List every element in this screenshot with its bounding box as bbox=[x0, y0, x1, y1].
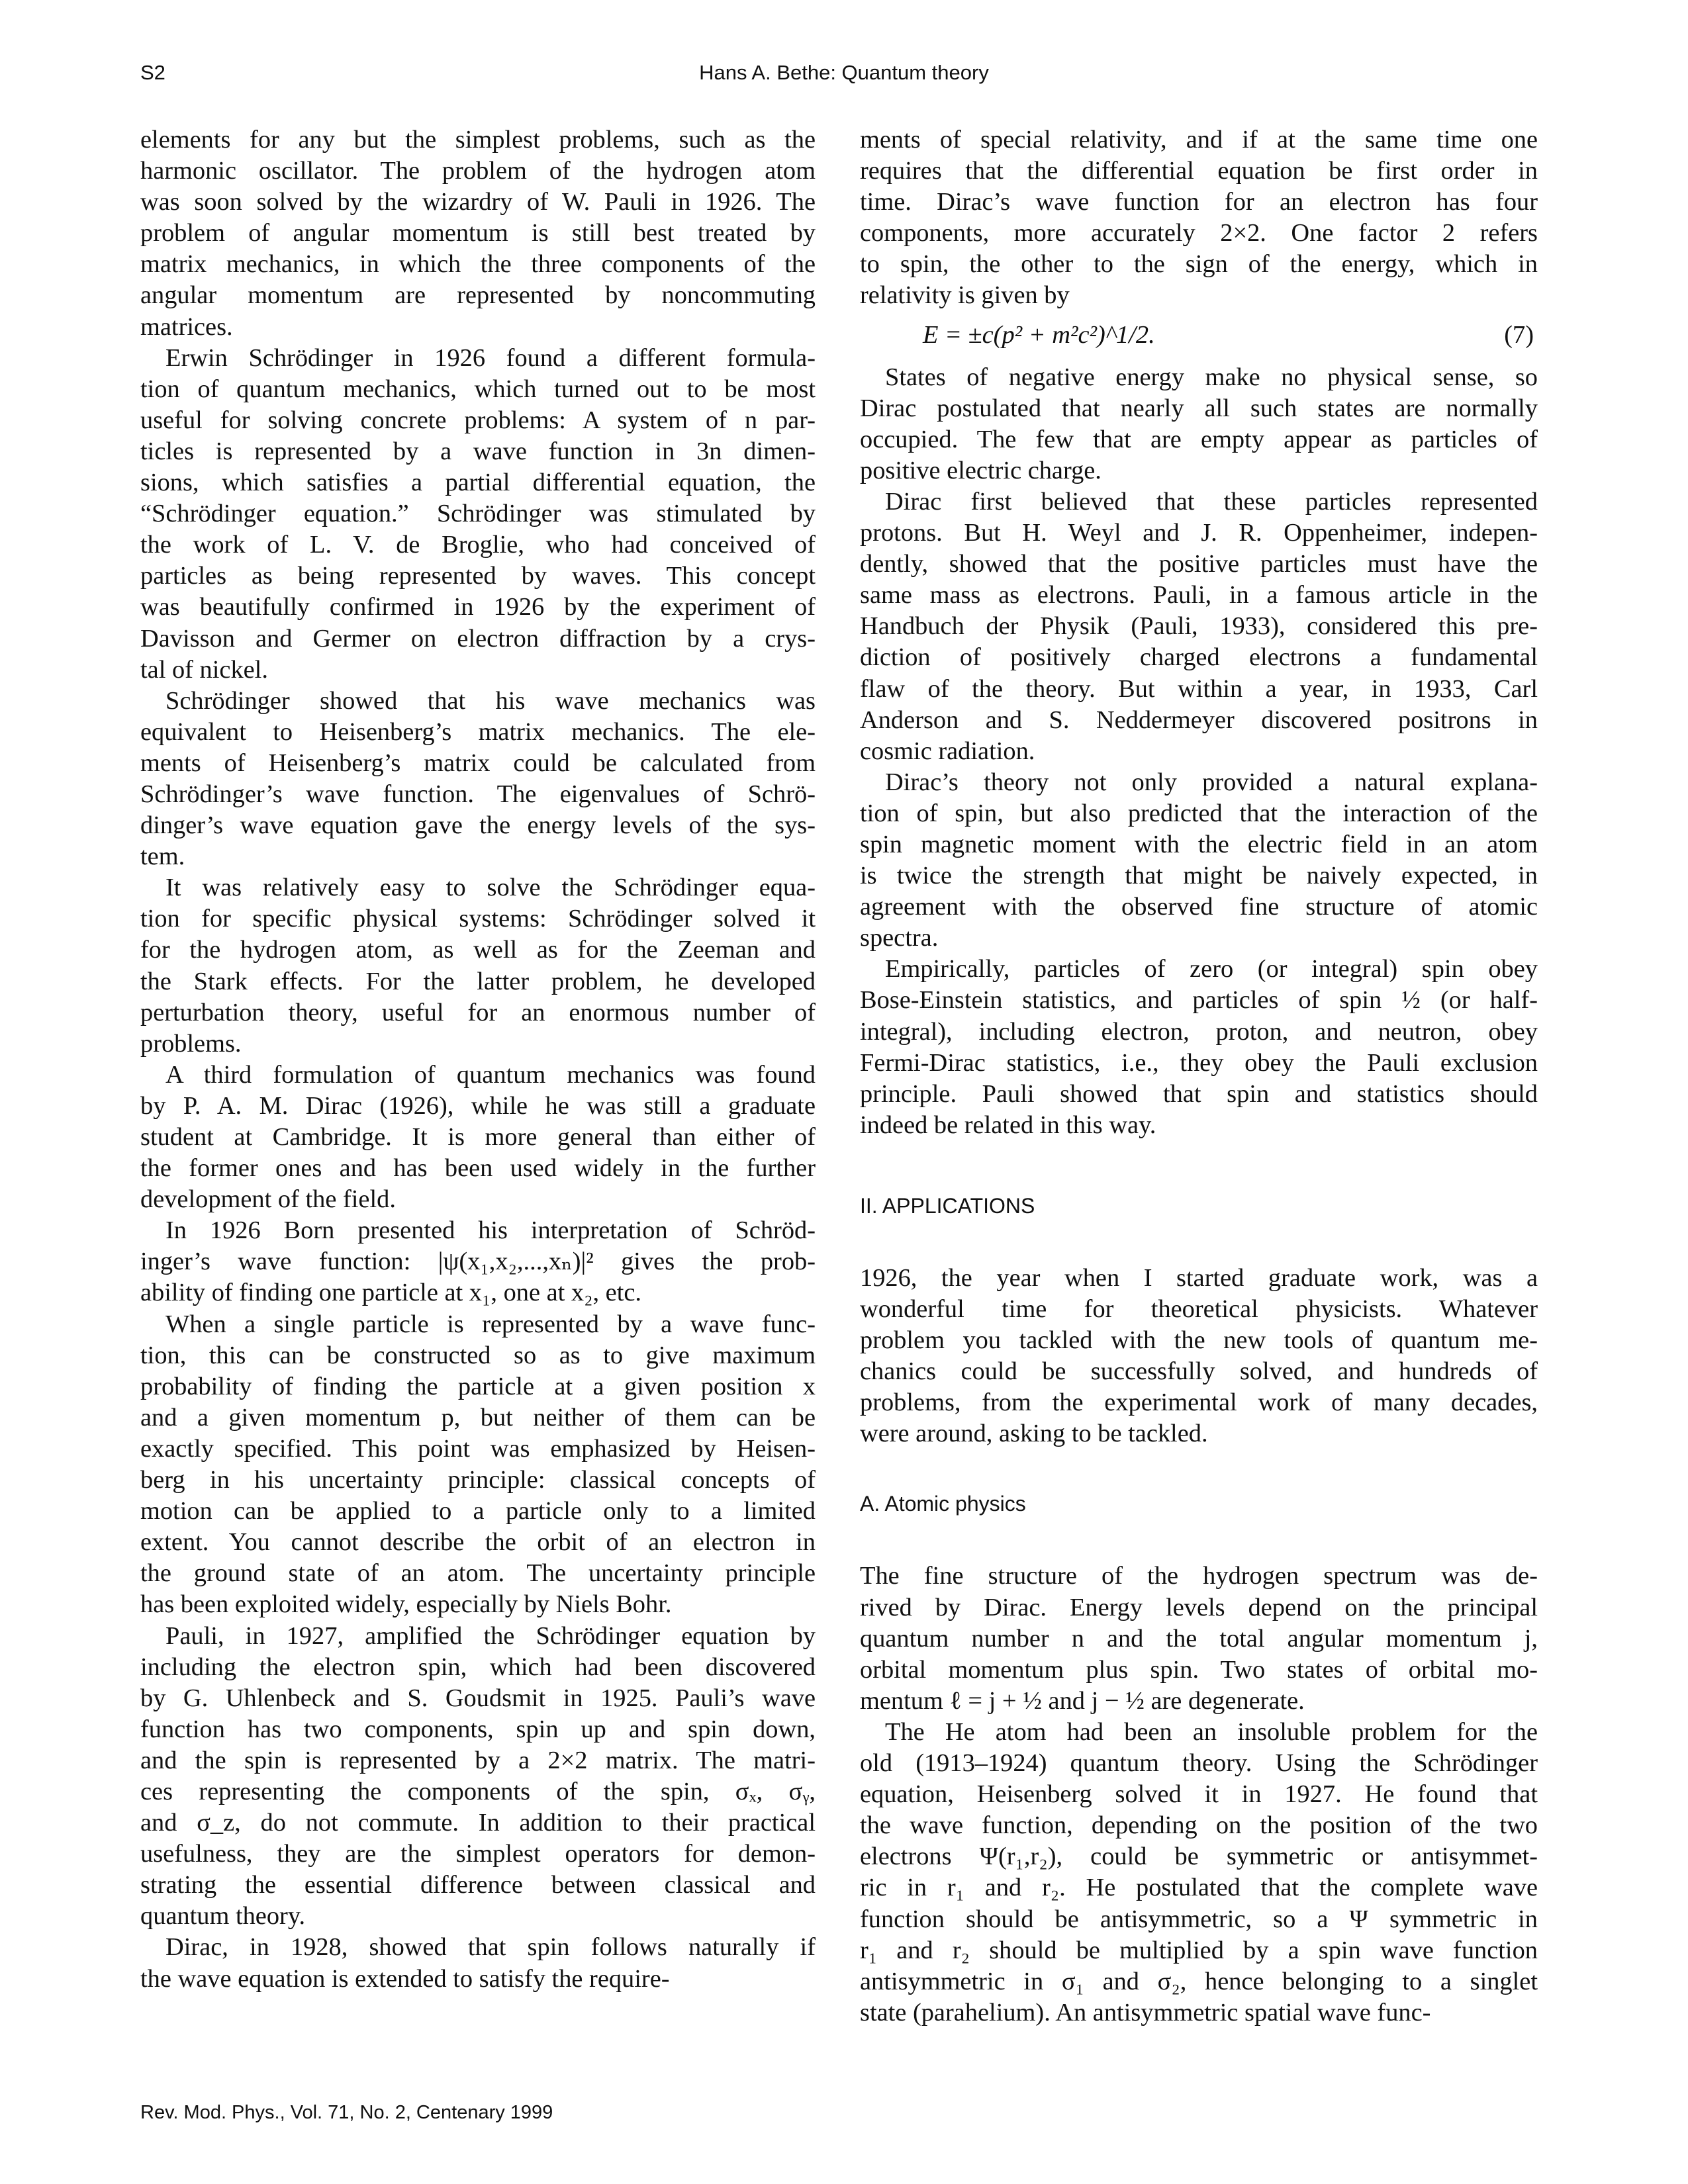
text-line: to spin, the other to the sign of the energy, which in bbox=[860, 250, 1538, 279]
paragraph bbox=[860, 954, 1538, 1141]
text-line: problem you tackled with the new tools of quantum me- bbox=[860, 1326, 1538, 1355]
text-line: spectra. bbox=[860, 924, 939, 952]
atomic-physics-text bbox=[860, 1561, 1538, 2028]
text-line: problems. bbox=[140, 1029, 242, 1058]
text-line: occupied. The few that are empty appear as particles of bbox=[860, 425, 1538, 453]
text-line: same mass as electrons. Pauli, in a famous article in the bbox=[860, 581, 1538, 610]
text-line: States of negative energy make no physical sense, so bbox=[885, 363, 1538, 391]
text-line: is twice the strength that might be naively expected, in bbox=[860, 862, 1538, 890]
text-line: the wave equation is extended to satisfy the require- bbox=[140, 1964, 670, 1993]
text-line: motion can be applied to a particle only to a limited bbox=[140, 1497, 816, 1525]
paragraph bbox=[860, 1263, 1538, 1450]
subsection-heading-atomic-physics: A. Atomic physics bbox=[860, 1492, 1026, 1516]
text-line: Dirac’s theory not only provided a natural explana- bbox=[885, 768, 1538, 796]
text-line: state (parahelium). An antisymmetric spatial wave func- bbox=[860, 1998, 1431, 2026]
left-column-text bbox=[140, 124, 816, 1995]
paragraph bbox=[140, 1309, 816, 1621]
text-line: principle. Pauli showed that spin and statistics should bbox=[860, 1079, 1538, 1108]
text-line: 1926, the year when I started graduate work, was a bbox=[860, 1263, 1538, 1292]
text-line: problem of angular momentum is still best treated by bbox=[140, 219, 816, 248]
text-line: perturbation theory, useful for an enormous number of bbox=[140, 998, 816, 1026]
paragraph bbox=[860, 486, 1538, 767]
text-line: and a given momentum p, but neither of them can be bbox=[140, 1403, 816, 1432]
text-line: exactly specified. This point was emphasized by Heisen- bbox=[140, 1434, 816, 1463]
text-line: electrons Ψ(r₁,r₂), could be symmetric or antisymmet- bbox=[860, 1843, 1538, 1871]
text-line: wonderful time for theoretical physicists. Whatever bbox=[860, 1295, 1538, 1323]
text-line: time. Dirac’s wave function for an electron has four bbox=[860, 188, 1538, 216]
text-line: Dirac first believed that these particles represented bbox=[885, 487, 1538, 516]
text-line: tion of spin, but also predicted that the interaction of the bbox=[860, 799, 1538, 827]
text-line: function should be antisymmetric, so a Ψ symmetric in bbox=[860, 1905, 1538, 1933]
paragraph bbox=[140, 1060, 816, 1215]
paragraph bbox=[860, 767, 1538, 954]
left-column bbox=[140, 124, 816, 1995]
text-line: ments of special relativity, and if at the same time one bbox=[860, 126, 1538, 154]
text-line: ments of Heisenberg’s matrix could be calculated from bbox=[140, 749, 816, 777]
running-title: Hans A. Bethe: Quantum theory bbox=[699, 61, 989, 84]
text-line: Dirac, in 1928, showed that spin follows naturally if bbox=[165, 1933, 816, 1962]
right-column-text bbox=[860, 362, 1538, 1141]
text-line: problems, from the experimental work of many decades, bbox=[860, 1388, 1538, 1417]
text-line: berg in his uncertainty principle: classical concepts of bbox=[140, 1466, 816, 1494]
text-line: tion of quantum mechanics, which turned out to be most bbox=[140, 375, 816, 403]
text-line: including the electron spin, which had been discovered bbox=[140, 1653, 816, 1681]
text-line: dently, showed that the positive particles must have the bbox=[860, 550, 1538, 578]
text-line: the former ones and has been used widely in the further bbox=[140, 1154, 816, 1183]
text-line: function has two components, spin up and spin down, bbox=[140, 1715, 816, 1743]
text-line: and σ_z, do not commute. In addition to their practical bbox=[140, 1809, 816, 1837]
text-line: When a single particle is represented by a wave func- bbox=[165, 1310, 816, 1338]
journal-citation-footer: Rev. Mod. Phys., Vol. 71, No. 2, Centenary 1999 bbox=[140, 2102, 553, 2123]
text-line: angular momentum are represented by noncommuting bbox=[140, 281, 816, 310]
text-line: Erwin Schrödinger in 1926 found a different formula- bbox=[165, 343, 816, 372]
text-line: Pauli, in 1927, amplified the Schrödinger equation by bbox=[165, 1621, 816, 1650]
text-line: components, more accurately 2×2. One factor 2 refers bbox=[860, 219, 1538, 248]
paragraph bbox=[140, 124, 816, 343]
text-line: In 1926 Born presented his interpretation of Schröd- bbox=[165, 1216, 816, 1245]
running-header bbox=[0, 61, 1688, 87]
text-line: old (1913–1924) quantum theory. Using the Schrödinger bbox=[860, 1749, 1538, 1778]
text-line: mentum ℓ = j + ½ and j − ½ are degenerate. bbox=[860, 1686, 1305, 1715]
text-line: tal of nickel. bbox=[140, 655, 268, 684]
paragraph bbox=[860, 1717, 1538, 2028]
paragraph bbox=[140, 1932, 816, 1994]
text-line: student at Cambridge. It is more general than either of bbox=[140, 1123, 816, 1151]
equation-7 bbox=[860, 314, 1538, 362]
text-line: “Schrödinger equation.” Schrödinger was stimulated by bbox=[140, 500, 816, 528]
equation-number: (7) bbox=[1504, 320, 1534, 349]
text-line: indeed be related in this way. bbox=[860, 1111, 1156, 1139]
paragraph bbox=[140, 872, 816, 1060]
text-line: matrix mechanics, in which the three components of the bbox=[140, 250, 816, 279]
text-line: the wave function, depending on the position of the two bbox=[860, 1811, 1538, 1840]
text-line: r₁ and r₂ should be multiplied by a spin wave function bbox=[860, 1936, 1538, 1964]
text-line: diction of positively charged electrons a fundamental bbox=[860, 643, 1538, 672]
text-line: probability of finding the particle at a given position x bbox=[140, 1372, 816, 1400]
text-line: The He atom had been an insoluble problem for the bbox=[885, 1717, 1538, 1746]
page-number: S2 bbox=[140, 61, 165, 84]
text-line: Fermi-Dirac statistics, i.e., they obey the Pauli exclusion bbox=[860, 1048, 1538, 1077]
text-line: spin magnetic moment with the electric field in an atom bbox=[860, 830, 1538, 858]
text-line: quantum theory. bbox=[140, 1902, 306, 1931]
text-line: protons. But H. Weyl and J. R. Oppenheimer, indepen- bbox=[860, 519, 1538, 547]
text-line: positive electric charge. bbox=[860, 456, 1102, 484]
text-line: has been exploited widely, especially by Niels Bohr. bbox=[140, 1590, 672, 1619]
text-line: development of the field. bbox=[140, 1185, 396, 1214]
text-line: by P. A. M. Dirac (1926), while he was still a graduate bbox=[140, 1091, 816, 1120]
equation-body: E = ±c(p² + m²c²)^1/2. bbox=[923, 320, 1155, 349]
text-line: matrices. bbox=[140, 312, 233, 341]
applications-text bbox=[860, 1263, 1538, 1450]
text-line: the work of L. V. de Broglie, who had conceived of bbox=[140, 531, 816, 559]
text-line: Bose-Einstein statistics, and particles of spin ½ (or half- bbox=[860, 986, 1538, 1015]
text-line: by G. Uhlenbeck and S. Goudsmit in 1925. Pauli’s wave bbox=[140, 1684, 816, 1712]
text-line: A third formulation of quantum mechanics was found bbox=[165, 1060, 816, 1089]
paragraph bbox=[860, 1561, 1538, 1716]
text-line: agreement with the observed fine structure of atomic bbox=[860, 893, 1538, 921]
paragraph bbox=[860, 124, 1538, 312]
text-line: was beautifully confirmed in 1926 by the experiment of bbox=[140, 593, 816, 621]
text-line: relativity is given by bbox=[860, 281, 1070, 310]
text-line: elements for any but the simplest problems, such as the bbox=[140, 126, 816, 154]
text-line: Schrödinger’s wave function. The eigenvalues of Schrö- bbox=[140, 780, 816, 808]
text-line: integral), including electron, proton, and neutron, obey bbox=[860, 1017, 1538, 1046]
text-line: ric in r₁ and r₂. He postulated that the complete wave bbox=[860, 1874, 1538, 1902]
text-line: flaw of the theory. But within a year, in 1933, Carl bbox=[860, 674, 1538, 703]
text-line: were around, asking to be tackled. bbox=[860, 1420, 1208, 1448]
text-line: ability of finding one particle at x₁, one at x₂, etc. bbox=[140, 1279, 642, 1307]
text-line: useful for solving concrete problems: A system of n par- bbox=[140, 406, 816, 434]
text-line: for the hydrogen atom, as well as for the Zeeman and bbox=[140, 936, 816, 964]
text-line: orbital momentum plus spin. Two states of orbital mo- bbox=[860, 1655, 1538, 1684]
text-line: ticles is represented by a wave function in 3n dimen- bbox=[140, 437, 816, 465]
text-line: Anderson and S. Neddermeyer discovered positrons in bbox=[860, 705, 1538, 734]
text-line: strating the essential difference between classical and bbox=[140, 1871, 816, 1899]
right-column-top-text bbox=[860, 124, 1538, 312]
text-line: Dirac postulated that nearly all such states are normally bbox=[860, 394, 1538, 422]
text-line: equivalent to Heisenberg’s matrix mechanics. The ele- bbox=[140, 717, 816, 746]
paragraph bbox=[860, 362, 1538, 486]
text-line: sions, which satisfies a partial differential equation, the bbox=[140, 469, 816, 497]
text-line: the ground state of an atom. The uncertainty principle bbox=[140, 1559, 816, 1588]
text-line: chanics could be successfully solved, and hundreds of bbox=[860, 1357, 1538, 1386]
text-line: particles as being represented by waves. This concept bbox=[140, 562, 816, 590]
text-line: was soon solved by the wizardry of W. Pauli in 1926. The bbox=[140, 188, 816, 216]
text-line: rived by Dirac. Energy levels depend on the principal bbox=[860, 1593, 1538, 1621]
text-line: antisymmetric in σ₁ and σ₂, hence belonging to a singlet bbox=[860, 1967, 1538, 1995]
text-line: ces representing the components of the spin, σₓ, σᵧ, bbox=[140, 1777, 816, 1805]
text-line: inger’s wave function: |ψ(x₁,x₂,...,xₙ)|² gives the prob- bbox=[140, 1248, 816, 1276]
text-line: the Stark effects. For the latter problem, he developed bbox=[140, 967, 816, 995]
text-line: tem. bbox=[140, 842, 185, 871]
paragraph bbox=[140, 1621, 816, 1933]
text-line: tion for specific physical systems: Schrödinger solved it bbox=[140, 905, 816, 933]
right-column bbox=[860, 124, 1538, 2028]
paragraph bbox=[140, 1215, 816, 1308]
text-line: Davisson and Germer on electron diffraction by a crys- bbox=[140, 624, 816, 653]
text-line: requires that the differential equation be first order in bbox=[860, 157, 1538, 185]
text-line: It was relatively easy to solve the Schrödinger equa- bbox=[165, 874, 816, 902]
text-line: Schrödinger showed that his wave mechanics was bbox=[165, 686, 816, 715]
text-line: Empirically, particles of zero (or integral) spin obey bbox=[885, 955, 1538, 983]
paragraph bbox=[140, 686, 816, 873]
text-line: Handbuch der Physik (Pauli, 1933), considered this pre- bbox=[860, 612, 1538, 641]
text-line: dinger’s wave equation gave the energy levels of the sys- bbox=[140, 811, 816, 840]
paragraph bbox=[140, 343, 816, 686]
text-line: cosmic radiation. bbox=[860, 737, 1035, 765]
text-line: quantum number n and the total angular momentum j, bbox=[860, 1624, 1538, 1653]
text-line: usefulness, they are the simplest operators for demon- bbox=[140, 1840, 816, 1868]
text-line: extent. You cannot describe the orbit of an electron in bbox=[140, 1528, 816, 1557]
text-line: and the spin is represented by a 2×2 matrix. The matri- bbox=[140, 1746, 816, 1774]
text-line: tion, this can be constructed so as to give maximum bbox=[140, 1341, 816, 1369]
text-line: equation, Heisenberg solved it in 1927. He found that bbox=[860, 1780, 1538, 1809]
section-heading-applications: II. APPLICATIONS bbox=[860, 1193, 1035, 1218]
text-line: The fine structure of the hydrogen spectrum was de- bbox=[860, 1562, 1538, 1590]
text-line: harmonic oscillator. The problem of the hydrogen atom bbox=[140, 157, 816, 185]
